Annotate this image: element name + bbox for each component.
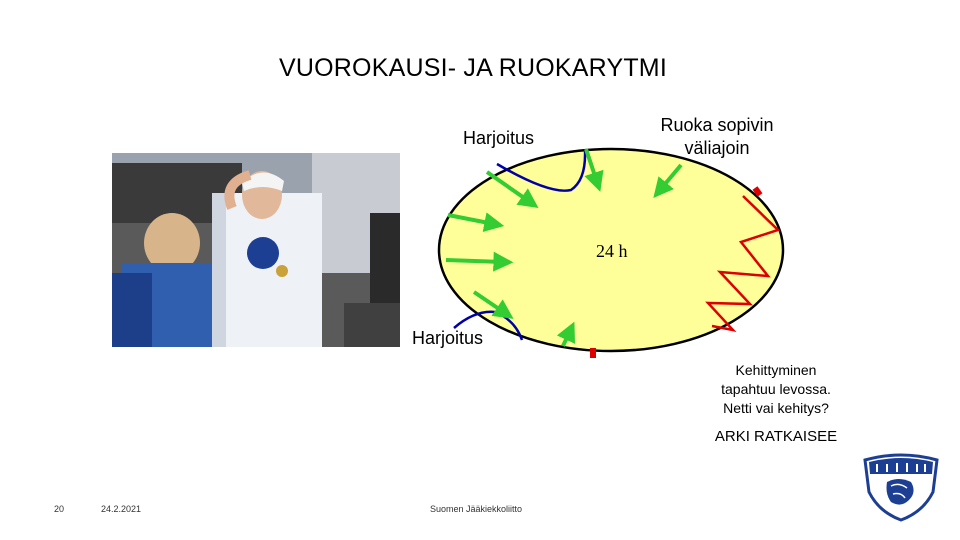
cycle-label: 24 h <box>596 241 628 261</box>
recovery-note <box>700 361 852 418</box>
training-label-bottom: Harjoitus <box>412 328 484 348</box>
note-line: Netti vai kehitys? <box>723 400 829 416</box>
footer-date: 24.2.2021 <box>101 504 142 514</box>
page-number: 20 <box>54 504 65 514</box>
note-line: tapahtuu levossa. <box>721 381 831 397</box>
suomi-logo-icon <box>861 452 941 522</box>
slide-title: VUOROKAUSI- JA RUOKARYTMI <box>279 54 667 82</box>
emphasis-text: ARKI RATKAISEE <box>714 428 838 445</box>
sleep-start-marker <box>755 188 760 195</box>
footer-organization: Suomen Jääkiekkoliitto <box>430 504 523 514</box>
food-arrow-3 <box>446 260 503 262</box>
note-line: Kehittyminen <box>735 362 817 378</box>
training-label-top: Harjoitus <box>463 128 535 148</box>
food-label: Ruoka sopivin väliajoin <box>660 115 774 158</box>
